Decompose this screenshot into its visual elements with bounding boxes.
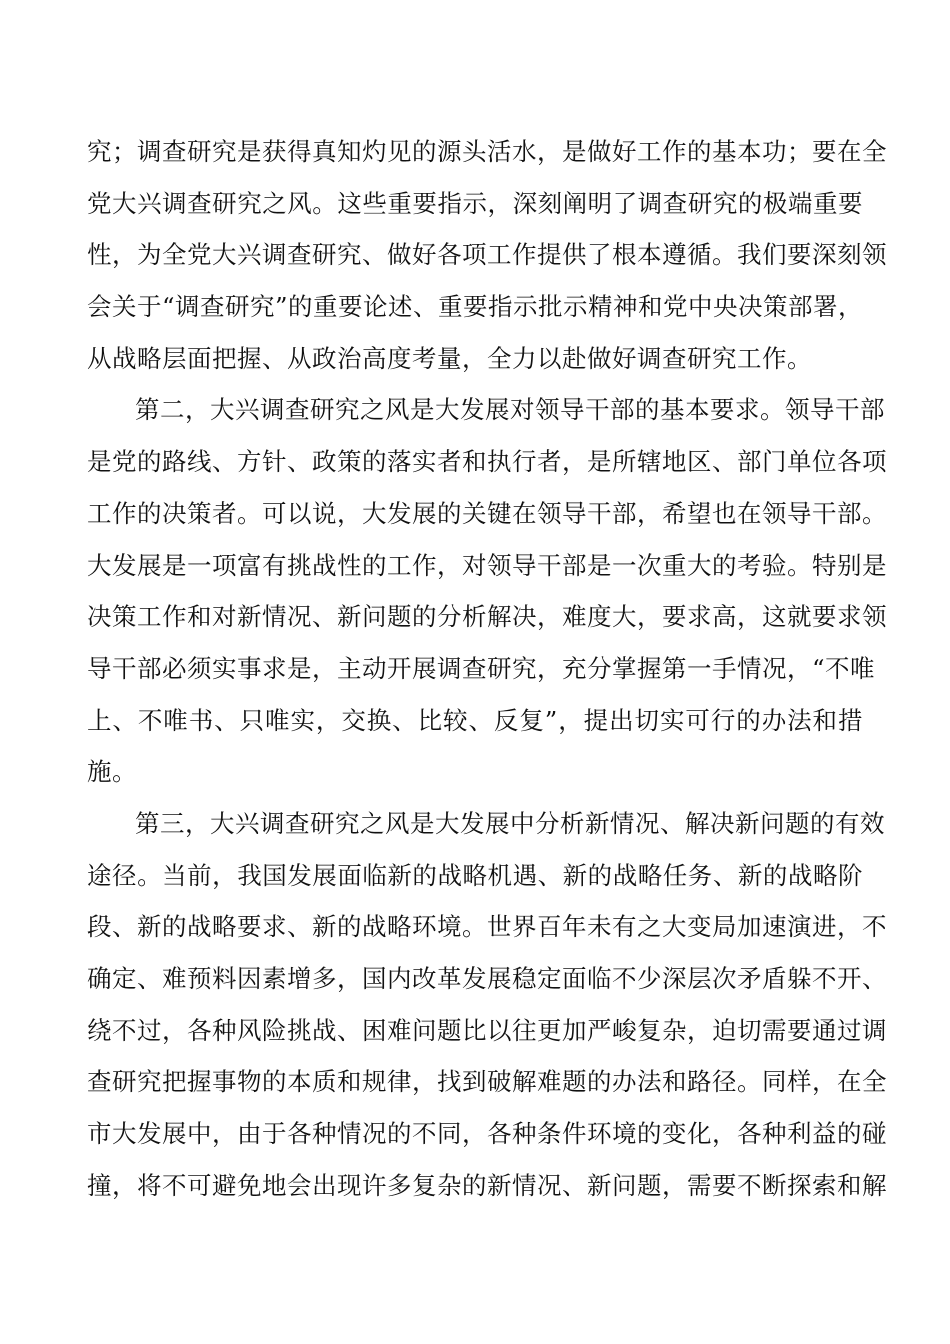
- paragraph-line: 性，为全党大兴调查研究、做好各项工作提供了根本遵循。我们要深刻领: [87, 240, 887, 270]
- paragraph-line: 工作的决策者。可以说，大发展的关键在领导干部，希望也在领导干部。: [87, 498, 887, 528]
- paragraph-line: 段、新的战略要求、新的战略环境。世界百年未有之大变局加速演进，不: [87, 912, 887, 942]
- paragraph-line: 查研究把握事物的本质和规律，找到破解难题的办法和路径。同样，在全: [87, 1067, 887, 1097]
- paragraph-line: 第二，大兴调查研究之风是大发展对领导干部的基本要求。领导干部: [135, 395, 885, 425]
- paragraph-line: 确定、难预料因素增多，国内改革发展稳定面临不少深层次矛盾躲不开、: [87, 964, 887, 993]
- paragraph-2: [87, 384, 887, 798]
- document-body: [87, 126, 887, 1211]
- paragraph-line: 撞，将不可避免地会出现许多复杂的新情况、新问题，需要不断探索和解: [87, 1170, 887, 1200]
- paragraph-line: 绕不过，各种风险挑战、困难问题比以往更加严峻复杂，迫切需要通过调: [87, 1015, 887, 1045]
- paragraph-line: 是党的路线、方针、政策的落实者和执行者，是所辖地区、部门单位各项: [87, 447, 887, 477]
- paragraph-line: 从战略层面把握、从政治高度考量，全力以赴做好调查研究工作。: [87, 343, 812, 373]
- paragraph-line: 决策工作和对新情况、新问题的分析解决，难度大，要求高，这就要求领: [87, 602, 887, 632]
- paragraph-line: 途径。当前，我国发展面临新的战略机遇、新的战略任务、新的战略阶: [87, 860, 863, 890]
- paragraph-3: [87, 798, 887, 1212]
- paragraph-line: 施。: [87, 757, 137, 787]
- paragraph-line: 大发展是一项富有挑战性的工作，对领导干部是一次重大的考验。特别是: [87, 550, 887, 580]
- paragraph-line: 上、不唯书、只唯实，交换、比较、反复”，提出切实可行的办法和措: [87, 705, 863, 735]
- paragraph-line: 究；调查研究是获得真知灼见的源头活水，是做好工作的基本功；要在全: [87, 137, 887, 166]
- paragraph-line: 市大发展中，由于各种情况的不同，各种条件环境的变化，各种利益的碰: [87, 1119, 887, 1149]
- paragraph-line: 第三，大兴调查研究之风是大发展中分析新情况、解决新问题的有效: [135, 808, 885, 838]
- paragraph-line: 会关于“调查研究”的重要论述、重要指示批示精神和党中央决策部署，: [87, 292, 864, 322]
- paragraph-line: 党大兴调查研究之风。这些重要指示，深刻阐明了调查研究的极端重要: [87, 188, 863, 218]
- paragraph-1: [87, 126, 887, 384]
- paragraph-line: 导干部必须实事求是，主动开展调查研究，充分掌握第一手情况，“不唯: [87, 653, 876, 683]
